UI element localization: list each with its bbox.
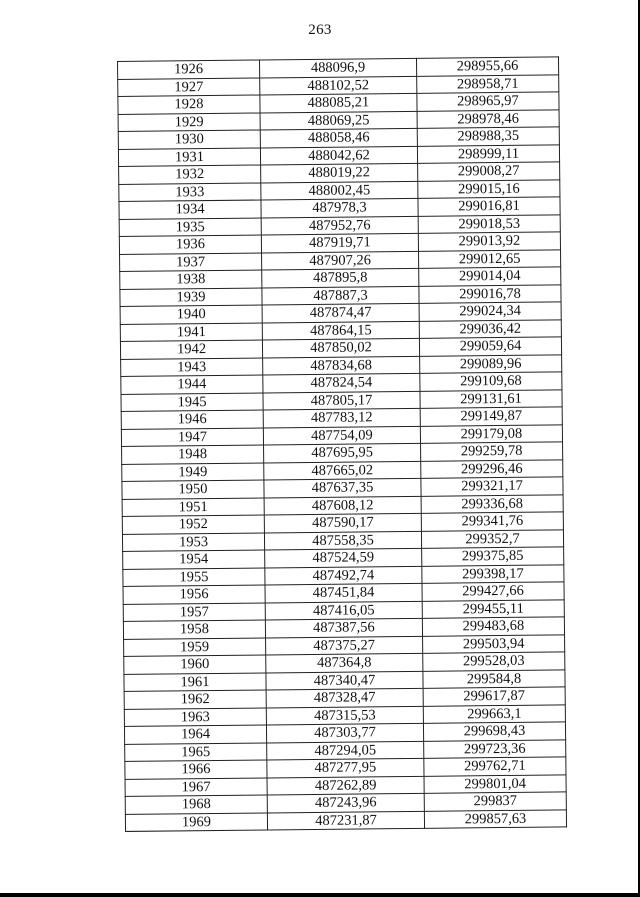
point-number-cell: 1938 [120,270,262,289]
point-number-cell: 1940 [120,305,262,324]
point-number-cell: 1942 [120,340,262,359]
x-coordinate-cell: 487558,35 [264,531,421,550]
y-coordinate-cell: 298965,97 [417,92,559,111]
x-coordinate-cell: 487834,68 [263,356,420,375]
point-number-cell: 1947 [121,427,263,446]
x-coordinate-cell: 487952,76 [261,216,418,235]
y-coordinate-cell: 299375,85 [422,547,564,566]
y-coordinate-cell: 299149,87 [420,407,562,426]
table-row [125,809,566,831]
point-number-cell: 1955 [123,567,265,586]
y-coordinate-cell: 299837 [424,792,566,811]
y-coordinate-cell: 299259,78 [421,442,563,461]
y-coordinate-cell: 299024,34 [419,302,561,321]
point-number-cell: 1930 [118,130,260,149]
y-coordinate-cell: 299352,7 [421,529,563,548]
point-number-cell: 1928 [118,95,260,114]
x-coordinate-cell: 487303,77 [266,723,423,742]
y-coordinate-cell: 299336,68 [421,494,563,513]
y-coordinate-cell: 299012,65 [419,249,561,268]
x-coordinate-cell: 487895,8 [262,268,419,287]
point-number-cell: 1958 [123,620,265,639]
point-number-cell: 1931 [118,148,260,167]
y-coordinate-cell: 298955,66 [416,57,558,76]
point-number-cell: 1968 [125,795,267,814]
point-number-cell: 1951 [122,497,264,516]
page-number: 263 [308,22,332,38]
y-coordinate-cell: 299016,78 [419,284,561,303]
x-coordinate-cell: 487874,47 [262,303,419,322]
y-coordinate-cell: 298988,35 [417,127,559,146]
y-coordinate-cell: 299723,36 [424,739,566,758]
point-number-cell: 1933 [119,183,261,202]
point-number-cell: 1956 [123,585,265,604]
y-coordinate-cell: 299016,81 [418,197,560,216]
point-number-cell: 1936 [119,235,261,254]
point-number-cell: 1969 [125,812,267,831]
x-coordinate-cell: 487665,02 [264,461,421,480]
x-coordinate-cell: 487387,56 [265,618,422,637]
y-coordinate-cell: 299663,1 [423,704,565,723]
x-coordinate-cell: 488042,62 [260,146,417,165]
y-coordinate-cell: 299013,92 [418,232,560,251]
x-coordinate-cell: 488085,21 [260,93,417,112]
y-coordinate-cell: 299857,63 [424,809,566,828]
point-number-cell: 1929 [118,113,260,132]
scan-edge-bottom [0,893,640,897]
x-coordinate-cell: 487590,17 [264,513,421,532]
point-number-cell: 1966 [125,760,267,779]
y-coordinate-cell: 299321,17 [421,477,563,496]
x-coordinate-cell: 487907,26 [262,251,419,270]
y-coordinate-cell: 299455,11 [422,599,564,618]
x-coordinate-cell: 487754,09 [263,426,420,445]
y-coordinate-cell: 299762,71 [424,757,566,776]
x-coordinate-cell: 487864,15 [262,321,419,340]
point-number-cell: 1934 [119,200,261,219]
y-coordinate-cell: 299014,04 [419,267,561,286]
coordinates-table-wrapper [117,56,566,832]
y-coordinate-cell: 299296,46 [421,459,563,478]
x-coordinate-cell: 487824,54 [263,373,420,392]
x-coordinate-cell: 487919,71 [261,233,418,252]
x-coordinate-cell: 487243,96 [267,793,424,812]
point-number-cell: 1965 [125,742,267,761]
point-number-cell: 1935 [119,217,261,236]
point-number-cell: 1939 [120,287,262,306]
y-coordinate-cell: 299801,04 [424,774,566,793]
x-coordinate-cell: 487375,27 [266,636,423,655]
point-number-cell: 1941 [120,322,262,341]
point-number-cell: 1964 [124,725,266,744]
point-number-cell: 1960 [124,655,266,674]
x-coordinate-cell: 487850,02 [262,338,419,357]
x-coordinate-cell: 488002,45 [261,181,418,200]
point-number-cell: 1961 [124,672,266,691]
table-body [118,57,567,832]
y-coordinate-cell: 298958,71 [417,74,559,93]
point-number-cell: 1967 [125,777,267,796]
x-coordinate-cell: 487315,53 [266,706,423,725]
y-coordinate-cell: 299036,42 [419,319,561,338]
point-number-cell: 1943 [121,357,263,376]
y-coordinate-cell: 299528,03 [423,652,565,671]
x-coordinate-cell: 487695,95 [264,443,421,462]
y-coordinate-cell: 298978,46 [417,109,559,128]
x-coordinate-cell: 487416,05 [265,601,422,620]
point-number-cell: 1957 [123,602,265,621]
x-coordinate-cell: 487364,8 [266,653,423,672]
x-coordinate-cell: 487783,12 [263,408,420,427]
point-number-cell: 1932 [119,165,261,184]
y-coordinate-cell: 299584,8 [423,669,565,688]
point-number-cell: 1944 [121,375,263,394]
x-coordinate-cell: 488096,9 [259,58,416,77]
point-number-cell: 1963 [124,707,266,726]
y-coordinate-cell: 299617,87 [423,687,565,706]
x-coordinate-cell: 488058,46 [260,128,417,147]
x-coordinate-cell: 487805,17 [263,391,420,410]
x-coordinate-cell: 487524,59 [265,548,422,567]
point-number-cell: 1945 [121,392,263,411]
y-coordinate-cell: 299015,16 [418,179,560,198]
coordinates-table [117,56,567,832]
y-coordinate-cell: 299131,61 [420,389,562,408]
point-number-cell: 1953 [122,532,264,551]
point-number-cell: 1962 [124,690,266,709]
point-number-cell: 1949 [122,462,264,481]
x-coordinate-cell: 487492,74 [265,566,422,585]
x-coordinate-cell: 487451,84 [265,583,422,602]
point-number-cell: 1950 [122,480,264,499]
point-number-cell: 1926 [118,60,260,79]
y-coordinate-cell: 299503,94 [423,634,565,653]
x-coordinate-cell: 487887,3 [262,286,419,305]
y-coordinate-cell: 299483,68 [422,617,564,636]
y-coordinate-cell: 299179,08 [420,424,562,443]
x-coordinate-cell: 487978,3 [261,198,418,217]
y-coordinate-cell: 299059,64 [419,337,561,356]
point-number-cell: 1927 [118,78,260,97]
x-coordinate-cell: 487340,47 [266,671,423,690]
x-coordinate-cell: 488102,52 [260,76,417,95]
point-number-cell: 1954 [123,550,265,569]
y-coordinate-cell: 298999,11 [417,144,559,163]
point-number-cell: 1946 [121,410,263,429]
y-coordinate-cell: 299089,96 [420,354,562,373]
y-coordinate-cell: 299008,27 [418,162,560,181]
x-coordinate-cell: 487608,12 [264,496,421,515]
x-coordinate-cell: 487294,05 [267,741,424,760]
y-coordinate-cell: 299427,66 [422,582,564,601]
y-coordinate-cell: 299018,53 [418,214,560,233]
y-coordinate-cell: 299698,43 [423,722,565,741]
x-coordinate-cell: 488069,25 [260,111,417,130]
y-coordinate-cell: 299109,68 [420,372,562,391]
x-coordinate-cell: 487328,47 [266,688,423,707]
x-coordinate-cell: 487262,89 [267,776,424,795]
point-number-cell: 1948 [122,445,264,464]
point-number-cell: 1952 [122,515,264,534]
x-coordinate-cell: 487277,95 [267,758,424,777]
point-number-cell: 1937 [120,252,262,271]
y-coordinate-cell: 299341,76 [421,512,563,531]
x-coordinate-cell: 487231,87 [267,811,424,830]
point-number-cell: 1959 [124,637,266,656]
x-coordinate-cell: 487637,35 [264,478,421,497]
y-coordinate-cell: 299398,17 [422,564,564,583]
x-coordinate-cell: 488019,22 [261,163,418,182]
